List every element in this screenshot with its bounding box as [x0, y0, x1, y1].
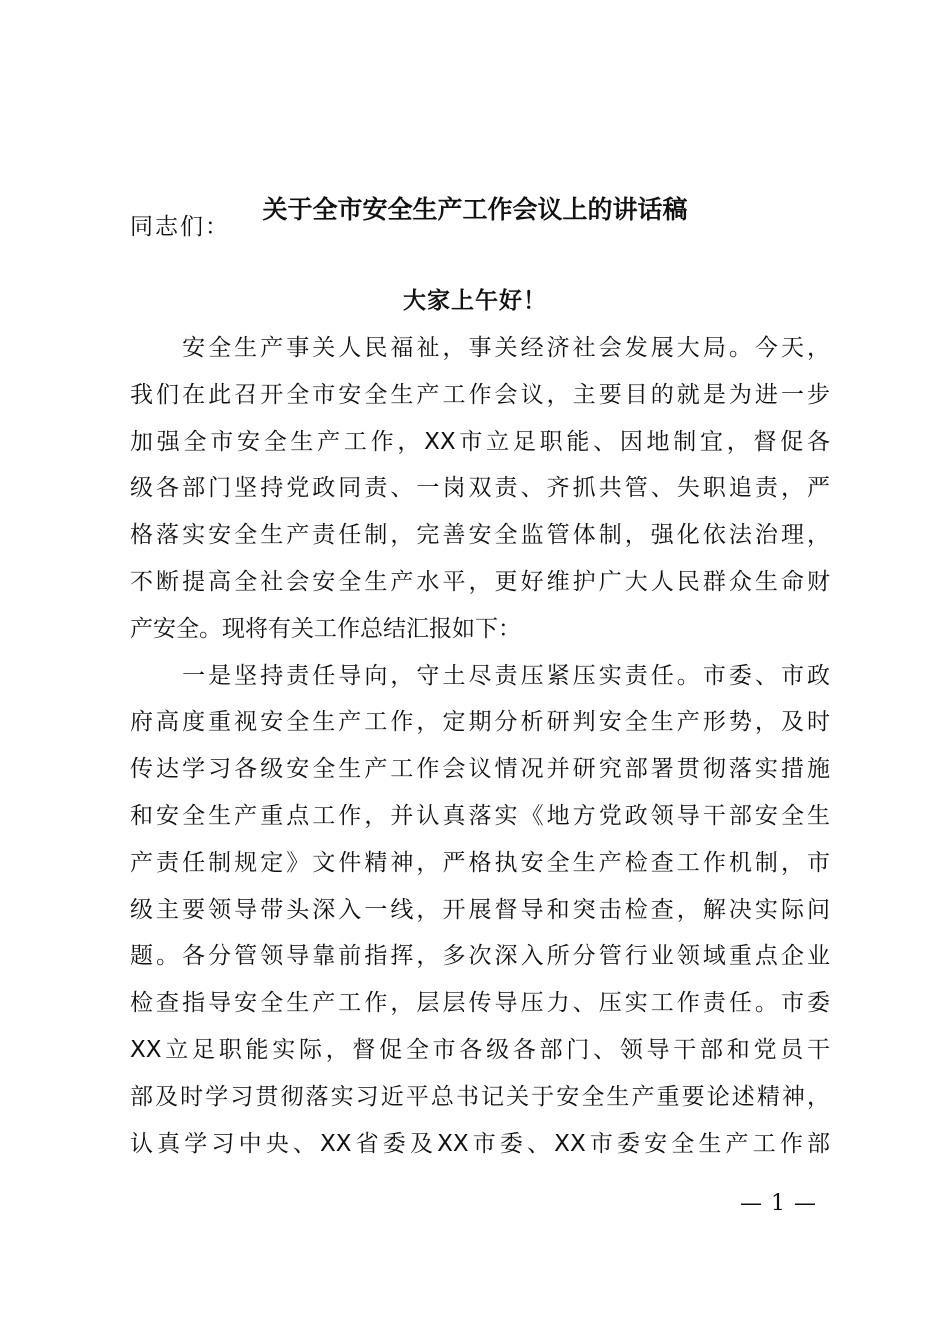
- text-line: 传达学习各级安全生产工作会议情况并研究部署贯彻落实措施: [130, 756, 830, 783]
- text-line: 产责任制规定》文件精神，严格执安全生产检查工作机制，市: [130, 849, 830, 876]
- text-line: 不断提高全社会安全生产水平，更好维护广大人民群众生命财: [130, 568, 830, 595]
- text-line: 和安全生产重点工作，并认真落实《地方党政领导干部安全生: [130, 802, 830, 829]
- salutation: 同志们：: [130, 214, 230, 240]
- text-line: 认真学习中央、XX省委及XX市委、XX市委安全生产工作部: [130, 1130, 830, 1157]
- text-line: 我们在此召开全市安全生产工作会议，主要目的就是为进一步: [130, 381, 830, 408]
- page-number: — 1 —: [740, 1191, 817, 1216]
- body-text: [130, 325, 830, 1167]
- text-line: 安全生产事关人民福祉，事关经济社会发展大局。今天，: [130, 335, 830, 361]
- text-line: 加强全市安全生产工作，XX市立足职能、因地制宜，督促各: [130, 428, 830, 455]
- text-line: 检查指导安全生产工作，层层传导压力、压实工作责任。市委: [130, 990, 830, 1017]
- text-line: 级各部门坚持党政同责、一岗双责、齐抓共管、失职追责，严: [130, 475, 830, 502]
- text-line: 格落实安全生产责任制，完善安全监管体制，强化依法治理，: [130, 522, 830, 549]
- text-line: 产安全。现将有关工作总结汇报如下：: [130, 615, 521, 642]
- text-line: 府高度重视安全生产工作，定期分析研判安全生产形势，及时: [130, 709, 830, 736]
- text-line: 级主要领导带头深入一线，开展督导和突击检查，解决实际问: [130, 896, 830, 923]
- greeting: 大家上午好！: [403, 287, 547, 314]
- text-line: XX立足职能实际，督促全市各级各部门、领导干部和党员干: [130, 1036, 830, 1063]
- text-line: 题。各分管领导靠前指挥，多次深入所分管行业领域重点企业: [130, 943, 830, 970]
- document-title: 关于全市安全生产工作会议上的讲话稿: [262, 195, 688, 224]
- text-line: 一是坚持责任导向，守土尽责压紧压实责任。市委、市政: [130, 662, 830, 689]
- text-line: 部及时学习贯彻落实习近平总书记关于安全生产重要论述精神，: [130, 1083, 830, 1110]
